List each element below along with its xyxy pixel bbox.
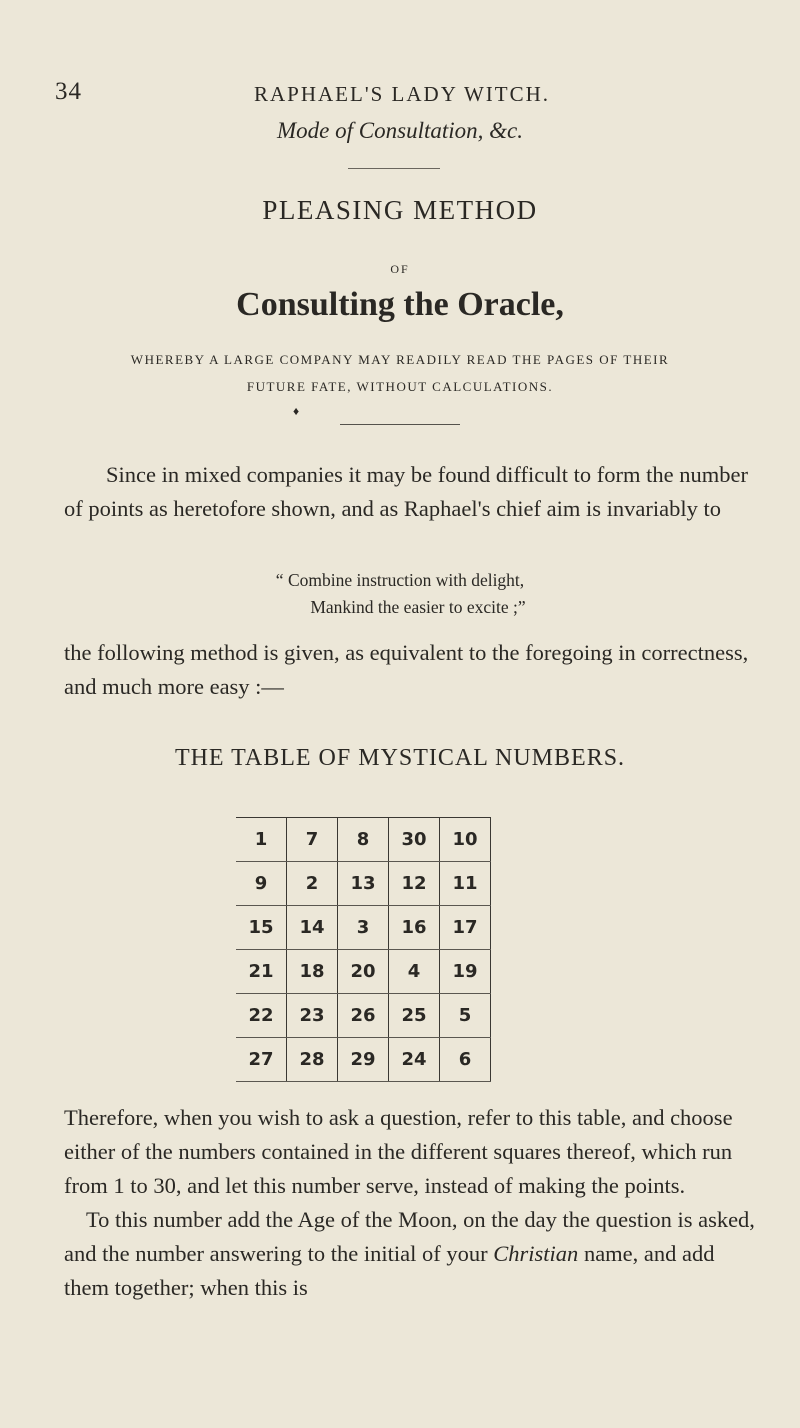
christian-italic: Christian	[493, 1241, 579, 1266]
table-cell: 9	[236, 862, 287, 906]
table-cell: 1	[236, 818, 287, 862]
short-rule	[348, 168, 440, 169]
verse-line-2: Mankind the easier to excite ;”	[310, 597, 526, 617]
table-cell: 16	[389, 906, 440, 950]
ornament-mark: ♦	[293, 404, 300, 418]
section-subhead: Mode of Consultation, &c.	[277, 118, 523, 143]
caption-line-1: WHEREBY A LARGE COMPANY MAY READILY READ THE PAGES OF THEIR	[130, 352, 670, 367]
table-cell: 18	[287, 950, 338, 994]
table-row	[236, 862, 491, 906]
moon-text-end: name, and add them together; when this is	[64, 1241, 715, 1300]
paragraph-intro: Since in mixed companies it may be found difficult to form the number of points as heretofore shown, and as Raphael's chief aim is invariably to	[64, 462, 748, 521]
table-row	[236, 950, 491, 994]
table-cell: 26	[338, 994, 389, 1038]
paragraph-moon	[64, 1203, 764, 1305]
table-cell: 25	[389, 994, 440, 1038]
title-caption	[50, 346, 750, 400]
table-row	[236, 1038, 491, 1082]
table-cell: 27	[236, 1038, 287, 1082]
caption-line-2: FUTURE FATE, WITHOUT CALCULATIONS.	[246, 379, 554, 394]
table-cell: 30	[389, 818, 440, 862]
paragraph-following: the following method is given, as equivalent to the foregoing in correctness, and much more easy :—	[64, 640, 749, 699]
table-cell: 5	[440, 994, 491, 1038]
table-cell: 4	[389, 950, 440, 994]
running-head: RAPHAEL'S LADY WITCH.	[254, 82, 551, 106]
table-cell: 14	[287, 906, 338, 950]
moon-text-start: To this number add the Age of the Moon, on the day the question is asked, and the number answering to the initial of your	[64, 1207, 755, 1266]
table-title: THE TABLE OF MYSTICAL NUMBERS.	[174, 745, 626, 771]
table-cell: 29	[338, 1038, 389, 1082]
verse-line-1: “ Combine instruction with delight,	[275, 570, 525, 590]
divider-rule	[340, 424, 460, 425]
table-cell: 15	[236, 906, 287, 950]
paragraph-therefore: Therefore, when you wish to ask a question, refer to this table, and choose either of the numbers contained in the different squares thereof, which run from 1 to 30, and let this number serve, instead of making the points.	[64, 1105, 733, 1198]
table-cell: 21	[236, 950, 287, 994]
table-cell: 24	[389, 1038, 440, 1082]
page-number: 34	[55, 78, 82, 105]
table-cell: 3	[338, 906, 389, 950]
page-header	[0, 78, 800, 118]
table-cell: 12	[389, 862, 440, 906]
table-cell: 19	[440, 950, 491, 994]
table-cell: 20	[338, 950, 389, 994]
table-cell: 22	[236, 994, 287, 1038]
body-text	[64, 1101, 764, 1305]
table-cell: 28	[287, 1038, 338, 1082]
table-cell: 13	[338, 862, 389, 906]
table-row	[236, 818, 491, 862]
table-cell: 8	[338, 818, 389, 862]
table-row	[236, 994, 491, 1038]
table-cell: 17	[440, 906, 491, 950]
table-cell: 11	[440, 862, 491, 906]
table-cell: 2	[287, 862, 338, 906]
title-of: OF	[390, 262, 410, 276]
table-row	[236, 906, 491, 950]
table-cell: 6	[440, 1038, 491, 1082]
table-cell: 10	[440, 818, 491, 862]
mystical-numbers-table	[236, 817, 491, 1082]
title-gothic: Consulting the Oracle,	[236, 286, 564, 323]
section-title: PLEASING METHOD	[262, 195, 538, 225]
table-cell: 7	[287, 818, 338, 862]
table-cell: 23	[287, 994, 338, 1038]
